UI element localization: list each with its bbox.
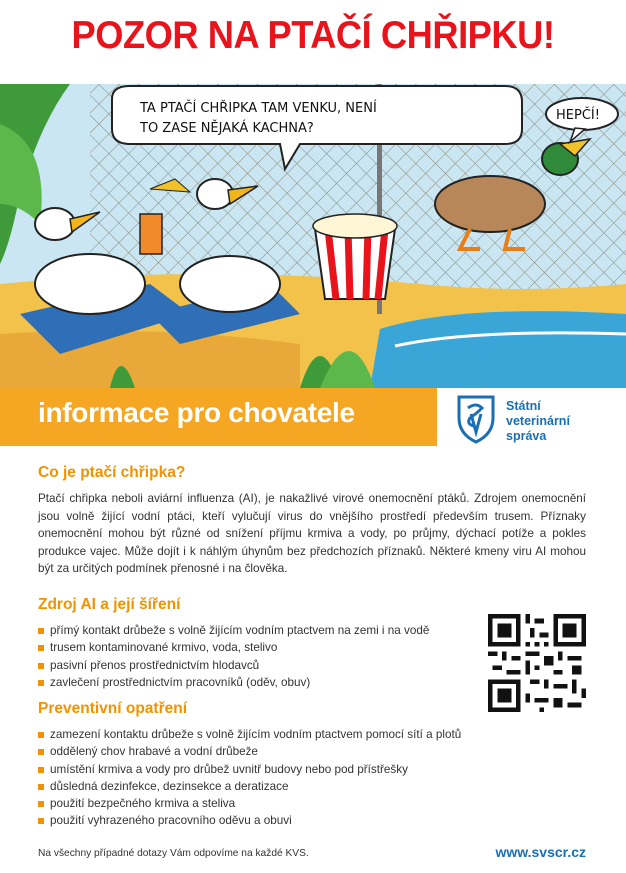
- speech-bubble-line2: TO ZASE NĚJAKÁ KACHNA?: [140, 121, 314, 136]
- qr-code[interactable]: [488, 614, 586, 712]
- section-prevention-heading: Preventivní opatření: [38, 700, 188, 717]
- list-item: oddělený chov hrabavé a vodní drůbeže: [38, 743, 461, 760]
- website-link[interactable]: www.svscr.cz: [495, 844, 586, 860]
- list-item: pasivní přenos prostřednictvím hlodavců: [38, 657, 429, 674]
- cartoon-illustration: [0, 84, 626, 388]
- list-item: umístění krmiva a vody pro drůbež uvnitř budovy nebo pod přístřešky: [38, 761, 461, 778]
- list-item: trusem kontaminované krmivo, voda, stelivo: [38, 639, 429, 656]
- logo-line-2: veterinární: [506, 414, 570, 428]
- footer-note: Na všechny případné dotazy Vám odpovíme na každé KVS.: [38, 848, 309, 859]
- list-item: zamezení kontaktu drůbeže s volně žijícím vodním ptactvem pomocí sítí a plotů: [38, 726, 461, 743]
- source-list: [38, 622, 429, 691]
- svs-logo: [456, 394, 606, 450]
- sneeze-bubble-text: HEPČÍ!: [556, 108, 600, 123]
- section-source-heading: Zdroj AI a její šíření: [38, 596, 181, 613]
- section-what-is-heading: Co je ptačí chřipka?: [38, 464, 186, 481]
- list-item: důsledná dezinfekce, dezinsekce a deratizace: [38, 778, 461, 795]
- logo-line-3: správa: [506, 429, 547, 443]
- list-item: zavlečení prostřednictvím pracovníků (oděv, obuv): [38, 674, 429, 691]
- list-item: použití vyhrazeného pracovního oděvu a obuvi: [38, 812, 461, 829]
- list-item: použití bezpečného krmiva a steliva: [38, 795, 461, 812]
- speech-bubble-line1: TA PTAČÍ CHŘIPKA TAM VENKU, NENÍ: [140, 101, 377, 116]
- logo-line-1: Státní: [506, 399, 541, 413]
- shield-icon: [456, 394, 496, 444]
- page-title: POZOR NA PTAČÍ CHŘIPKU!: [71, 14, 555, 57]
- prevention-list: [38, 726, 461, 830]
- audience-banner: informace pro chovatele: [0, 388, 437, 446]
- section-what-is-text: Ptačí chřipka neboli aviární influenza (AI), je nakažlivé virové onemocnění ptáků. Zdrojem onemocnění jsou volně žijící vodní ptáci, kteří vylučují virus do vnějšího prostředí především trusem. Příznaky onemocnění mohou být různé od snížení příjmu krmiva a vody, po průjmy, dýchací potíže a pokles produkce vajec. Může dojít i k náhlým úhynům bez předchozích příznaků. Některé kmeny viru AI mohou být za určitých podmínek přenosné i na člověka.: [38, 492, 586, 576]
- list-item: přímý kontakt drůbeže s volně žijícím vodním ptactvem na zemi i na vodě: [38, 622, 429, 639]
